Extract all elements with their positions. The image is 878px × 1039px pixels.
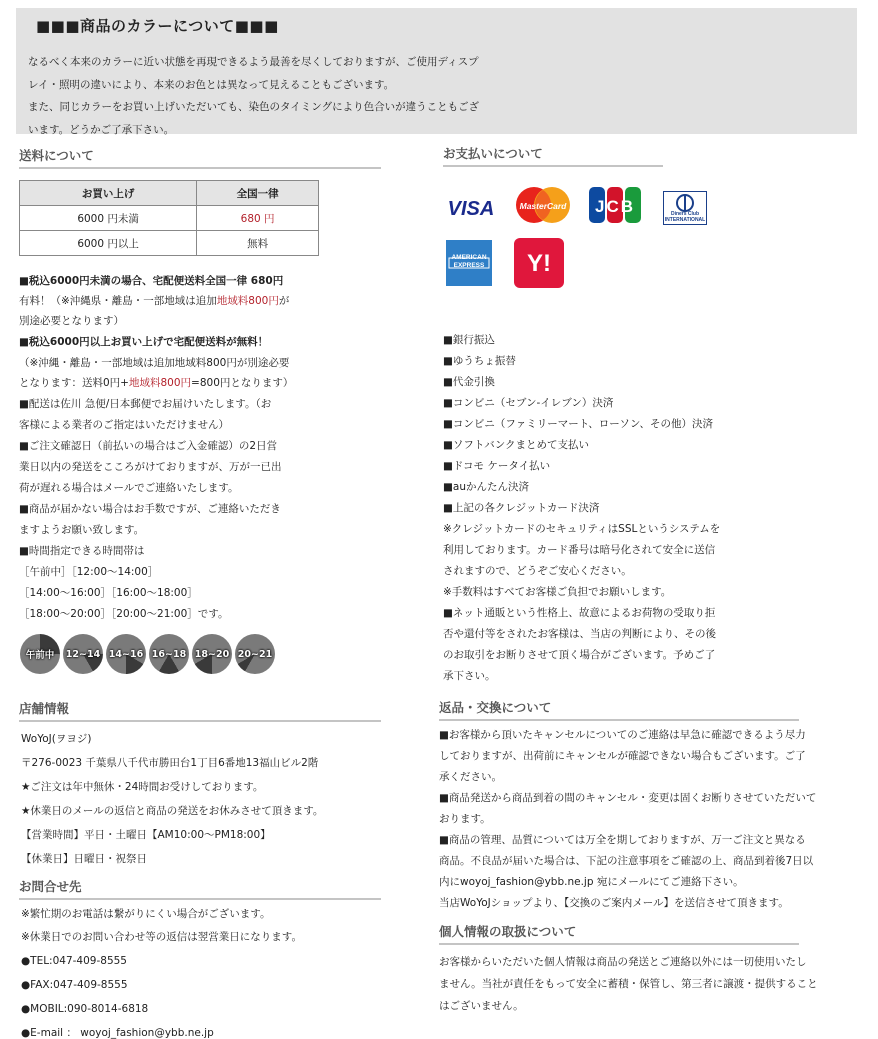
color-notice-line: レイ・照明の違いにより、本来のお色とは異なって見えることもございます。 — [28, 78, 395, 91]
contact-tel: ●TEL:047-409-8555 — [21, 955, 127, 967]
shipping-note-highlight: 地域料800円 — [216, 295, 279, 307]
table-header: お買い上げ — [20, 181, 197, 206]
payment-note-line: されますので、どうぞご安心ください。 — [443, 565, 632, 577]
shipping-note-line: （※沖縄・離島・一部地域は追加地域料800円が別途必要 — [19, 357, 290, 369]
returns-line: ■お客様から頂いたキャンセルについてのご連絡は早急に確認できるよう尽力 — [439, 729, 806, 741]
privacy-info — [439, 951, 869, 1017]
payment-method-item: ■ドコモ ケータイ払い — [443, 460, 551, 472]
store-info-line: ★ご注文は年中無休・24時間お受けしております。 — [21, 781, 264, 793]
shipping-note-line: ［18:00～20:00］［20:00～21:00］です。 — [19, 608, 229, 620]
table-cell: 6000 円以上 — [20, 231, 197, 256]
svg-text:VISA: VISA — [447, 198, 495, 220]
time-slot-icon: 16~18 — [149, 634, 189, 674]
shipping-note-line: ■ご注文確認日（前払いの場合はご入金確認）の2日営 — [19, 440, 278, 452]
shipping-note-line — [19, 291, 349, 311]
table-row — [20, 206, 319, 231]
contact-note: ※繁忙期のお電話は繋がりにくい場合がございます。 — [21, 908, 271, 920]
time-slot-icon: 20~21 — [235, 634, 275, 674]
table-header-row — [20, 181, 319, 206]
payment-methods — [443, 330, 783, 687]
time-slot-icon: 午前中 — [20, 634, 60, 674]
color-notice-line: また、同じカラーをお買い上げいただいても、染色のタイミングにより色合いが違うこともござ — [28, 101, 480, 113]
store-holidays: 【休業日】日曜日・祝祭日 — [21, 853, 147, 865]
time-slot-icon: 18~20 — [192, 634, 232, 674]
shipping-note-line: 荷が遅れる場合はメールでご連絡いたします。 — [19, 482, 239, 494]
contact-mobile: ●MOBIL:090-8014-6818 — [21, 1003, 149, 1015]
shipping-note-line — [19, 373, 349, 394]
shipping-note-text: が — [278, 295, 290, 307]
payment-note-line: 利用しております。カード番号は暗号化されて安全に送信 — [443, 544, 716, 556]
shipping-table — [19, 180, 319, 256]
table-row — [20, 231, 319, 256]
shipping-note-text: となります：送料0円+ — [19, 377, 129, 389]
payment-method-item: ■ソフトバンクまとめて支払い — [443, 439, 590, 451]
visa-logo-icon — [443, 193, 499, 223]
shipping-note-text: =800円となります） — [191, 377, 294, 389]
store-hours: 【営業時間】平日・土曜日【AM10:00～PM18:00】 — [21, 829, 271, 841]
payment-note-line: ■ネット通販という性格上、故意によるお荷物の受取り拒 — [443, 607, 716, 619]
contact-email: ●E-mail ： woyoj_fashion@ybb.ne.jp — [21, 1027, 214, 1039]
time-slot-icons — [20, 634, 275, 674]
color-notice-box — [16, 8, 857, 134]
payment-note-line: ※クレジットカードのセキュリティはSSLというシステムを — [443, 523, 721, 535]
shipping-note-line: 業日以内の発送をこころがけておりますが、万が一已出 — [19, 461, 282, 473]
returns-heading: 返品・交換について — [439, 698, 799, 721]
store-address: 〒276-0023 千葉県八千代市勝田台1丁目6番地13福山ビル2階 — [21, 757, 319, 769]
privacy-heading: 個人情報の取扱について — [439, 922, 799, 945]
returns-line: ■商品の管理、品質については万全を期しておりますが、万一ご注文と異なる — [439, 834, 806, 846]
table-cell: 6000 円未満 — [20, 206, 197, 231]
payment-heading: お支払いについて — [443, 144, 663, 167]
svg-text:MasterCard: MasterCard — [519, 201, 567, 211]
shipping-note-line: 客様による業者のご指定はいただけません） — [19, 419, 229, 431]
returns-line: おります。 — [439, 813, 491, 825]
payment-method-item: ■auかんたん決済 — [443, 481, 530, 493]
color-notice-text — [28, 51, 568, 141]
returns-line: 内にwoyoj_fashion@ybb.ne.jp 宛にメールにてご連絡下さい。 — [439, 876, 744, 888]
color-notice-line: なるべく本来のカラーに近い状態を再現できるよう最善を尽くしておりますが、ご使用ディスプ — [28, 56, 479, 68]
amex-logo-icon: AMERICAN EXPRESS — [446, 240, 492, 286]
privacy-line: ません。当社が責任をもって安全に蓄積・保管し、第三者に譲渡・提供すること — [439, 978, 818, 990]
store-info-heading: 店舗情報 — [19, 699, 381, 722]
payment-note-line: のお取引をお断りさせて頂く場合がございます。予めご了 — [443, 649, 716, 661]
shipping-note-line: ■税込6000円以上お買い上げで宅配便送料が無料！ — [19, 336, 269, 348]
shipping-heading: 送料について — [19, 146, 381, 169]
shipping-note-line: ［午前中］［12:00～14:00］ — [19, 566, 159, 578]
shipping-note-line: ■配送は佐川 急便/日本郵便でお届けいたします。（お — [19, 398, 272, 410]
shipping-note-line: ■時間指定できる時間帯は — [19, 545, 145, 557]
svg-text:JCB: JCB — [594, 197, 636, 216]
privacy-line: はございません。 — [439, 1000, 524, 1012]
payment-method-item: ■上記の各クレジットカード決済 — [443, 502, 600, 514]
diners-club-logo-icon: Diners Club INTERNATIONAL — [663, 191, 707, 225]
payment-method-item: ■代金引換 — [443, 376, 495, 388]
shipping-note-text: ■税込6000円未満の場合、宅配便送料全国一律 680円 — [19, 275, 284, 287]
store-info-line: ★休業日のメールの返信と商品の発送をお休みさせて頂きます。 — [21, 805, 324, 817]
contact-info — [21, 903, 381, 1039]
payment-note-line: 承下さい。 — [443, 670, 496, 682]
payment-method-item: ■コンビニ（セブン-イレブン）決済 — [443, 397, 614, 409]
store-name: WoYoJ(ヲヨジ) — [21, 733, 92, 745]
payment-note-line: ※手数料はすべてお客様ご負担でお願いします。 — [443, 586, 672, 598]
returns-line: 商品。不良品が届いた場合は、下記の注意事項をご確認の上、商品到着後7日以 — [439, 855, 814, 867]
shipping-note-line: ■商品が届かない場合はお手数ですが、ご連絡いただき — [19, 503, 281, 515]
returns-line: ■商品発送から商品到着の間のキャンセル・変更は固くお断りさせていただいて — [439, 792, 817, 804]
contact-fax: ●FAX:047-409-8555 — [21, 979, 128, 991]
time-slot-icon: 12~14 — [63, 634, 103, 674]
color-notice-title: ■■■商品のカラーについて■■■ — [36, 17, 279, 35]
returns-line: 承ください。 — [439, 771, 502, 783]
color-notice-line: います。どうかご了承下さい。 — [28, 123, 175, 136]
shipping-note-text: 有料！（※沖縄県・離島・一部地域は追加 — [19, 295, 217, 307]
shipping-notes — [19, 271, 349, 625]
returns-line: 当店WoYoJショップより、【交換のご案内メール】を送信させて頂きます。 — [439, 897, 789, 909]
payment-method-item: ■銀行振込 — [443, 334, 495, 346]
yahoo-logo-icon — [514, 238, 564, 288]
time-slot-icon: 14~16 — [106, 634, 146, 674]
returns-info — [439, 725, 869, 914]
payment-note-line: 否や還付等をされたお客様は、当店の判断により、その後 — [443, 628, 716, 640]
shipping-note-line — [19, 271, 349, 291]
svg-text:Y!: Y! — [527, 250, 551, 277]
table-header: 全国一律 — [197, 181, 319, 206]
table-cell: 680 円 — [197, 206, 319, 231]
contact-heading: お問合せ先 — [19, 877, 381, 900]
shipping-note-line: ［14:00～16:00］［16:00～18:00］ — [19, 587, 198, 599]
shipping-note-line: ますようお願い致します。 — [19, 524, 145, 536]
returns-line: しておりますが、出荷前にキャンセルが確認できない場合もございます。ご了 — [439, 750, 806, 762]
payment-method-item: ■ゆうちょ振替 — [443, 355, 516, 367]
table-cell: 無料 — [197, 231, 319, 256]
privacy-line: お客様からいただいた個人情報は商品の発送とご連絡以外には一切使用いたし — [439, 956, 807, 968]
shipping-note-highlight: 地域料800円 — [128, 377, 192, 389]
store-info — [21, 727, 381, 871]
payment-method-item: ■コンビニ（ファミリーマート、ローソン、その他）決済 — [443, 418, 714, 430]
shipping-note-line: 別途必要となります） — [19, 315, 124, 327]
contact-note: ※休業日でのお問い合わせ等の返信は翌営業日になります。 — [21, 931, 302, 943]
jcb-logo-icon — [588, 185, 642, 225]
mastercard-logo-icon — [515, 185, 571, 225]
